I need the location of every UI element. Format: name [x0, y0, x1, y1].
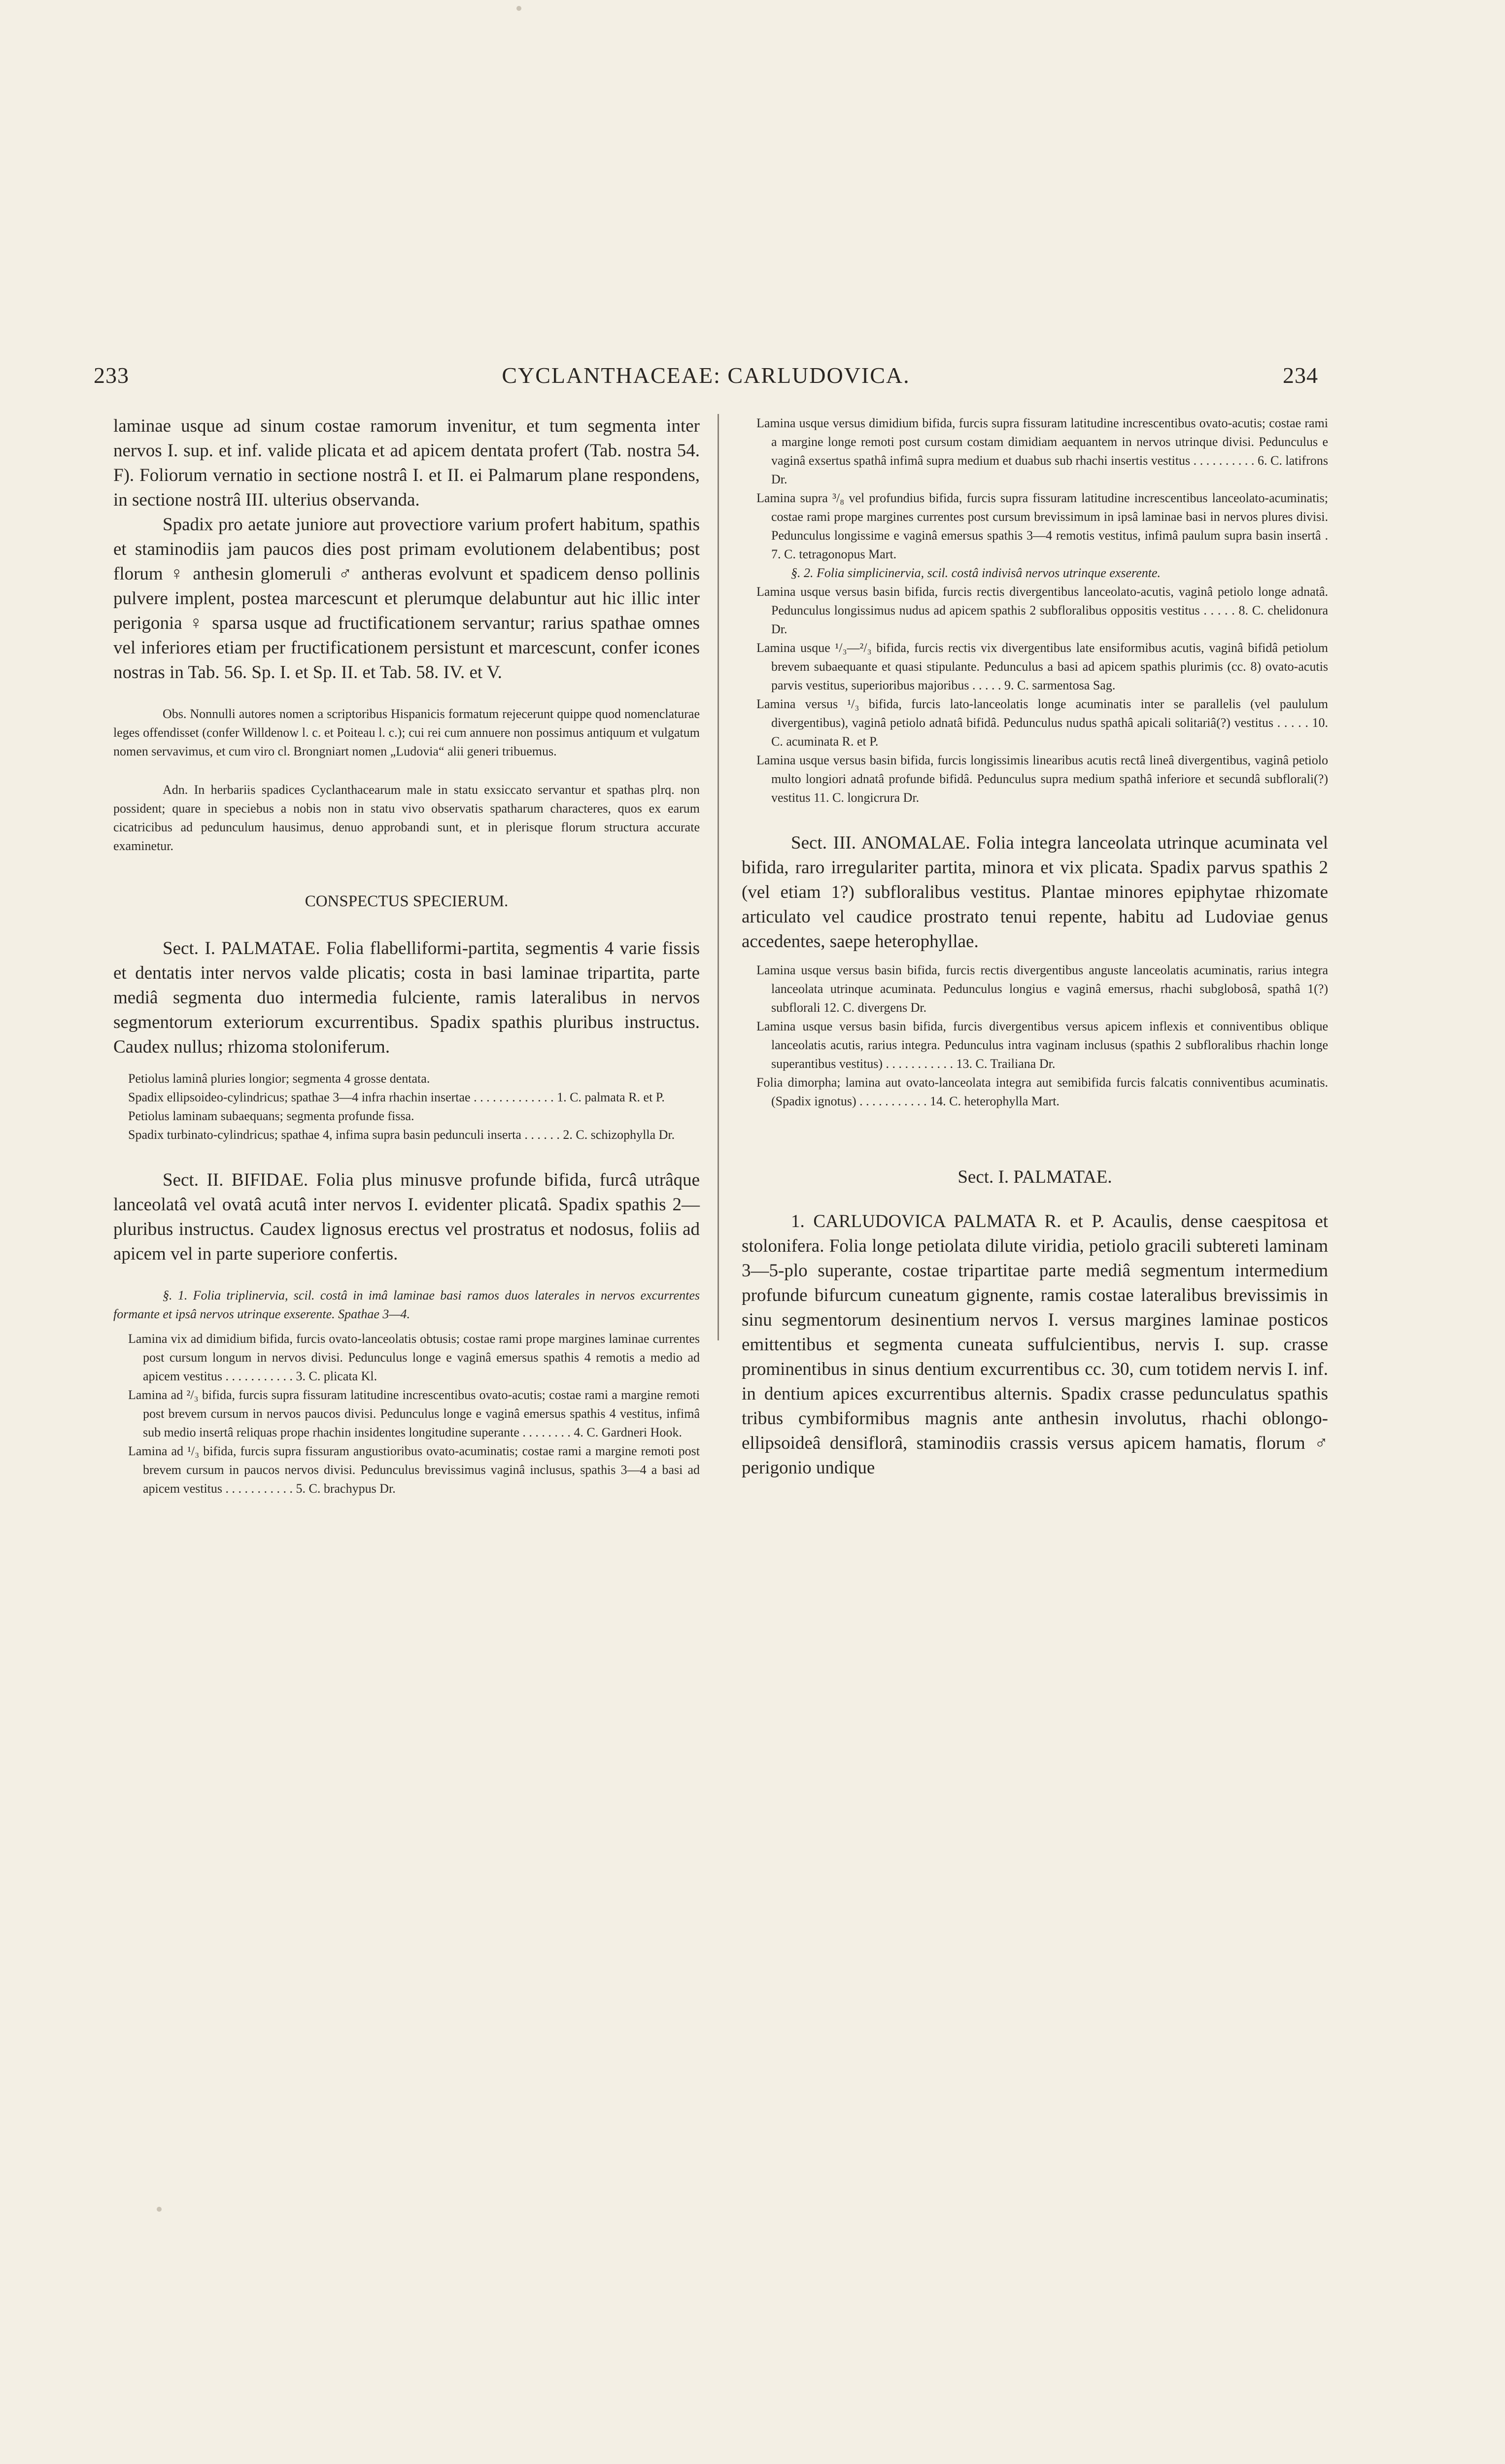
section-heading: Sect. I. PALMATAE.	[958, 1167, 1112, 1187]
observation-note: Obs. Nonnulli autores nomen a scriptoribus Hispanicis formatum rejecerunt quippe quod nomenclaturae leges offendisset (confer Willdenow l. c. et Poiteau l. c.); cui rei cum annuere non possimus antiquum et vulgatum nomen servavimus, et cum viro cl. Brongniart nomen „Ludovia“ alii generi tribuemus.	[113, 707, 700, 758]
key-entry: Lamina ad ²/₃ bifida, furcis supra fissuram latitudine increscentibus ovato-acutis; costae rami a margine remoti post brevem cursum in nervos paucos divisi. Pedunculus longe e vaginâ emersus spathis 4 vestitus, infimâ sub medio insertâ reliquas prope rhachin insidentes longitudine superante . . . . . . . . 4. C. Gardneri Hook.	[128, 1388, 700, 1439]
paragraph: laminae usque ad sinum costae ramorum invenitur, et tum segmenta inter nervos I. sup. et inf. valide plicata et ad apicem dentata profert (Tab. nostra 54. F). Foliorum vernatio in sectione nostrâ I. et II. ei Palmarum plane respondens, in sectione nostrâ III. ulterius observanda.	[113, 416, 700, 510]
key-entry: Lamina versus ¹/₃ bifida, furcis lato-lanceolatis longe acuminatis inter se parallelis (vel paululum divergentibus), vaginâ petiolo adnatâ bifidâ. Pedunculus nudus spathâ apicali solitariâ(?) vestitus . . . . . 10. C. acuminata R. et P.	[756, 697, 1328, 749]
key-entry: Lamina usque versus dimidium bifida, furcis supra fissuram latitudine increscentibus ovato-acutis; costae rami a margine longe remoti post cursum costam dimidiam aequantem in nervos utrinque divisi. Pedunculus e vaginâ exsertus spathâ infimâ supra medium et duabus sub rhachi insertis vestitus . . . . . . . . . . 6. C. latifrons Dr.	[756, 416, 1328, 486]
running-header	[94, 362, 1318, 397]
key-entry: Spadix turbinato-cylindricus; spathae 4, infima supra basin pedunculi inserta . . . . . . 2. C. schizophylla Dr.	[128, 1128, 675, 1142]
key-entry: Lamina usque versus basin bifida, furcis rectis divergentibus anguste lanceolatis acuminatis, rarius integra lanceolata utrinque acuminata. Pedunculus longius e vaginâ emersus, rhachi subglobosâ, spathâ 1(?) subflorali 12. C. divergens Dr.	[756, 963, 1328, 1015]
speck	[157, 2207, 162, 2212]
key-entry: Lamina usque versus basin bifida, furcis longissimis linearibus acutis rectâ lineâ divergentibus, vaginâ petiolo multo longiori adnatâ profunde bifidâ. Pedunculus supra medium spathâ inferiore et secundâ subflorali(?) vestitus 11. C. longicrura Dr.	[756, 753, 1328, 805]
column-divider	[718, 414, 719, 1340]
species-key	[742, 582, 1328, 807]
key-entry: Lamina ad ¹/₃ bifida, furcis supra fissuram angustioribus ovato-acuminatis; costae rami a margine remoti post brevem cursum in paucos nervos divisi. Pedunculus brevissimus vaginâ inclusus, spathis 3—4 a basi ad apicem vestitus . . . . . . . . . . . 5. C. brachypus Dr.	[128, 1444, 700, 1496]
species-key	[742, 961, 1328, 1111]
species-description: 1. CARLUDOVICA PALMATA R. et P. Acaulis, dense caespitosa et stolonifera. Folia longe petiolata dilute viridia, petiolo gracili subtereti laminam 3—5-plo superante, costae tripartitae parte mediâ segmentum intermedium profunde bifurcum cuneatum gignente, ramis costae lateralibus brevissimis in sinu segmentorum desinentium nervos I. versus margines laminae posticos emittentibus et segmenta cuneata suffulcientibus, nervis I. sup. crasse prominentibus in sinus dentium excurrentibus cc. 30, cum totidem nervis I. inf. in dentium apices excurrentibus alternis. Spadix crasse pedunculatus spathis tribus cymbiformibus magnis ante anthesin involutus, rhachi oblongo-ellipsoideâ densiflorâ, staminodiis crassis versus apicem hamatis, florum ♂ perigonio undique	[742, 1211, 1328, 1478]
addendum-note: Adn. In herbariis spadices Cyclanthacearum male in statu exsiccato servantur et spathas plrq. non possident; quare in speciebus a nobis non in statu vivo observatis spatharum characteres, quos ex earum cicatricibus ad pedunculum hausimus, denuo approbandi sunt, et in plerisque florum structura accurate examinetur.	[113, 783, 700, 853]
key-entry: Lamina usque versus basin bifida, furcis divergentibus versus apicem inflexis et conniventibus oblique lanceolatis acutis, rarius integra. Pedunculus intra vaginam inclusus (spathis 2 subfloralibus rhachin longe superantibus vestitus) . . . . . . . . . . . 13. C. Trailiana Dr.	[756, 1019, 1328, 1071]
key-entry: Spadix ellipsoideo-cylindricus; spathae 3—4 infra rhachin insertae . . . . . . . . . . . . . 1. C. palmata R. et P.	[128, 1090, 665, 1104]
conspectus-heading: CONSPECTUS SPECIERUM.	[305, 892, 509, 910]
page-number-right: 234	[1283, 363, 1318, 388]
right-column	[742, 414, 1328, 1480]
key-entry: Folia dimorpha; lamina aut ovato-lanceolata integra aut semibifida furcis falcatis conniventibus acuminatis. (Spadix ignotus) . . . . . . . . . . . 14. C. heterophylla Mart.	[756, 1075, 1328, 1108]
section-anomalae: Sect. III. ANOMALAE. Folia integra lanceolata utrinque acuminata vel bifida, raro irregulariter partita, minora et vix plicata. Spadix parvus spathis 2 (vel etiam 1?) subfloralibus vestitus. Plantae minores epiphytae rhizomate articulato vel caudice prostrato tenui repente, habitu ad Ludoviae genus accedentes, saepe heterophyllae.	[742, 833, 1328, 952]
key-entry: Lamina usque ¹/₃—²/₃ bifida, furcis rectis vix divergentibus late ensiformibus acutis, vaginâ bifidâ petiolum brevem subaequante et quasi stipulante. Pedunculus a basi ad apicem spathis plurimis (cc. 8) ovato-acutis parvis vestitus, superioribus majoribus . . . . . 9. C. sarmentosa Sag.	[756, 641, 1328, 692]
key-entry: Lamina vix ad dimidium bifida, furcis ovato-lanceolatis obtusis; costae rami prope margines laminae currentes post cursum longum in nervos divisi. Pedunculus longe e vaginâ emersus spathis 4 remotis a medio ad apicem vestitus . . . . . . . . . . . 3. C. plicata Kl.	[128, 1332, 700, 1383]
speck	[516, 6, 521, 11]
subsection-heading: §. 2. Folia simplicinervia, scil. costâ indivisâ nervos utrinque exserente.	[791, 566, 1161, 580]
species-key	[113, 1069, 700, 1144]
species-key	[113, 1330, 700, 1498]
running-title: CYCLANTHACEAE: CARLUDOVICA.	[502, 363, 910, 388]
key-entry: Petiolus laminam subaequans; segmenta profunde fissa.	[128, 1109, 414, 1123]
species-key	[742, 414, 1328, 564]
section-palmatae: Sect. I. PALMATAE. Folia flabelliformi-partita, segmentis 4 varie fissis et dentatis inter nervos valde plicatis; costa in basi laminae tripartita, parte mediâ segmenta duo intermedia fulciente, ramis lateralibus in nervos segmentorum exteriorum excurrentibus. Spadix spathis pluribus instructus. Caudex nullus; rhizoma stoloniferum.	[113, 938, 700, 1057]
key-entry: Lamina supra ³/₈ vel profundius bifida, furcis supra fissuram latitudine increscentibus lanceolato-acuminatis; costae rami prope margines currentes post cursum brevissimum in ipsâ laminae basi in nervos plures divisi. Pedunculus longissime e vaginâ emersus spathis 3—4 remotis vestitus, infimâ paulum supra basin insertâ . 7. C. tetragonopus Mart.	[756, 491, 1328, 561]
key-entry: Lamina usque versus basin bifida, furcis rectis divergentibus lanceolato-acutis, vaginâ petiolo longe adnatâ. Pedunculus longissimus nudus ad apicem spathis 2 subfloralibus oppositis vestitus . . . . . 8. C. chelidonura Dr.	[756, 584, 1328, 636]
key-entry: Petiolus laminâ pluries longior; segmenta 4 grosse dentata.	[128, 1071, 430, 1086]
page-number-left: 233	[94, 363, 129, 388]
section-bifidae: Sect. II. BIFIDAE. Folia plus minusve profunde bifida, furcâ utrâque lanceolatâ vel ovatâ acutâ inter nervos I. evidenter plicatâ. Spadix spathis 2—pluribus instructus. Caudex lignosus erectus vel prostratus et nodosus, foliis ad apicem vel in parte superiore confertis.	[113, 1170, 700, 1264]
paragraph: Spadix pro aetate juniore aut provectiore varium profert habitum, spathis et staminodiis jam paucos dies post primam evolutionem delabentibus; post florum ♀ anthesin glomeruli ♂ antheras evolvunt et spadicem denso pollinis pulvere implent, postea marcescunt et plerumque delabuntur aut hic illic inter perigonia ♀ sparsa usque ad fructificationem servantur; rarius spathae omnes vel inferiores etiam per fructificationem persistunt et marcescunt, confer icones nostras in Tab. 56. Sp. I. et Sp. II. et Tab. 58. IV. et V.	[113, 514, 700, 683]
subsection-heading: §. 1. Folia triplinervia, scil. costâ in imâ laminae basi ramos duos laterales in nervos excurrentes formante et ipsâ nervos utrinque exserente. Spathae 3—4.	[113, 1288, 700, 1321]
left-column	[113, 414, 700, 1498]
